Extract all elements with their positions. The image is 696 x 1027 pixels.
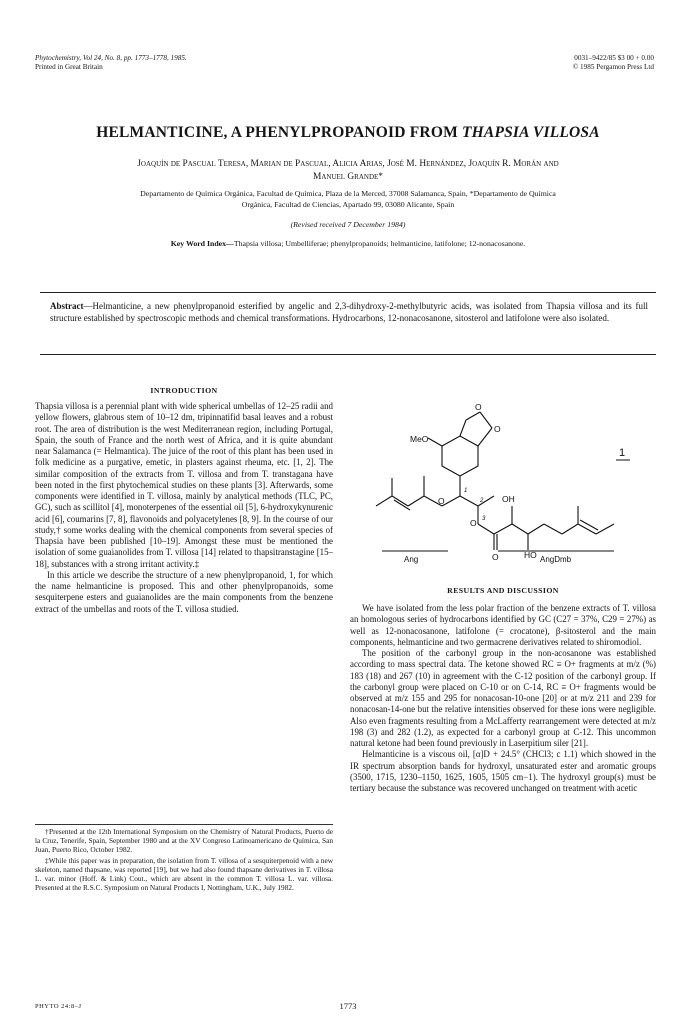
- abstract-text: —Helmanticine, a new phenylpropanoid esterified by angelic and 2,3-dihydroxy-2-methylbutyric acids, was isolated from Thapsia villosa and its full structure established by spectroscopic methods and chemical transformations. Hydrocarbons, 12-nonacosanone, sitosterol and latifolone were also isolated.: [50, 301, 648, 323]
- results-paragraph-1: We have isolated from the less polar fraction of the benzene extracts of T. villosa an homologous series of hydrocarbons identified by GC (C27 = 37%, C29 = 27%) as well as 12-nonacosanone, latifolone (= crocatone), β-sitosterol and the main components, helmanticine and two germacrene derivatives related to shiromodiol.: [350, 603, 656, 647]
- benzene-ring: [442, 436, 478, 476]
- article-title: [40, 124, 656, 142]
- footer-code: PHYTO 24:8–J: [35, 1003, 82, 1010]
- locant-2: 2: [480, 498, 484, 504]
- affiliation-line-1: Departamento de Química Orgánica, Facultad de Química, Plaza de la Merced, 37008 Salamanca, Spain, *Departamento de Química: [140, 189, 556, 198]
- results-body: [350, 603, 656, 794]
- abstract-label: Abstract: [50, 301, 84, 311]
- results-paragraph-3: Helmanticine is a viscous oil, [α]D + 24.5° (CHCl3; c 1.1) which showed in the IR spectrum absorption bands for hydroxyl, unsaturated ester and aromatic groups (3500, 1715, 1230–1150, 1625, 1605, 1505 cm−1). The hydroxyl group(s) must be tertiary because the substance was recovered unchanged on treatment with acetic: [350, 749, 656, 793]
- code-line: 0031–9422/85 $3 00 + 0.00: [574, 54, 654, 62]
- footnotes: [35, 827, 333, 893]
- keyword-label: Key Word Index—: [170, 239, 234, 248]
- ang-label: Ang: [404, 555, 419, 564]
- press-line: © 1985 Pergamon Press Ltd: [572, 63, 654, 71]
- ester-oxygen-label: O: [438, 496, 445, 506]
- introduction-body: [35, 401, 333, 615]
- affiliation-line-2: Orgánica, Facultad de Ciencias, Apartado 99, 03080 Alicante, Spain: [241, 199, 455, 209]
- left-column: [35, 386, 333, 615]
- carbonyl-oxygen-label: O: [492, 552, 499, 562]
- page-number: 1773: [339, 1001, 357, 1011]
- ring-oxygen-label-2: O: [494, 424, 501, 434]
- locant-1: 1: [464, 488, 468, 494]
- authors-line-1: Joaquín de Pascual Teresa, Marian de Pascual, Alicia Arias, José M. Hernández, Joaquín R. Morán and: [137, 159, 559, 169]
- introduction-paragraph-2: In this article we describe the structure of a new phenylpropanoid, 1, for which the name helmanticine is proposed. This and other phenylpropanoids, some sesquiterpene esters and guaianolides are the main components from the benzene extract of the umbellas and roots of the T. villosa studied.: [35, 569, 333, 614]
- oh-label: OH: [502, 494, 515, 504]
- helmanticine-structure: [352, 384, 662, 564]
- ester-oxygen-label-2: O: [470, 518, 477, 528]
- keyword-text: Thapsia villosa; Umbelliferae; phenylpropanoids; helmanticine, latifolone; 12-nonacosanone.: [233, 239, 526, 248]
- ho-label: HO: [524, 550, 537, 560]
- title-main: HELMANTICINE, A PHENYLPROPANOID FROM: [96, 124, 462, 141]
- author-list: [40, 158, 656, 184]
- journal-citation: [35, 54, 187, 72]
- abstract-bottom-rule: [40, 354, 656, 355]
- affiliation: [55, 189, 641, 210]
- ring-oxygen-label: O: [475, 402, 482, 412]
- revised-date: (Revised received 7 December 1984): [290, 220, 406, 229]
- footnote-1: †Presented at the 12th International Symposium on the Chemistry of Natural Products, Puerto de la Cruz, Tenerife, Spain, September 1980 and at the XV Congreso Latinoamericano de Química, San Juan, Puerto Rico, October 1982.: [35, 827, 333, 855]
- results-paragraph-2: The position of the carbonyl group in the non-acosanone was established according to mass spectral data. The ketone showed RC ≡ O+ fragments at m/z (%) 183 (18) and 267 (10) in agreement with the C-12 position of the carbonyl group. If the carbonyl group were placed on C-10 or on C-14, RC ≡ O+ fragments would be observed at m/z 155 and 295 for nonacosan-10-one [20] or at m/z 211 and 239 for nonacosan-14-one but the relative intensities observed for these ions were negligible. Also even fragments resulting from a McLafferty rearrangement were detected at m/z 198 (3) and 282 (1.2), as expected for a carbonyl group at C-12. This uncommon natural ketone had been found previously in Laserpitium siler [21].: [350, 648, 656, 748]
- compound-number: 1: [619, 447, 626, 459]
- printed-line: Printed in Great Britain: [35, 63, 103, 71]
- title-italic: THAPSIA VILLOSA: [461, 124, 600, 141]
- introduction-heading: INTRODUCTION: [150, 386, 218, 395]
- footnote-rule: [35, 824, 333, 825]
- introduction-paragraph-1: Thapsia villosa is a perennial plant with wide spherical umbellas of 12–25 radii and yellow flowers, glabrous stem of 10–12 dm, tripinnatifid basal leaves and a robust root. The area of distribution is the west Mediterranean region, including Portugal, Spain, the south of France and the north west of Africa, and it is quite abundant near Salamanca (= Helmantica). The juice of the root of this plant has been used in folk medicine as a purgative, emetic, in plasters against rheuma, etc. [1, 2]. The similar composition of the extracts from T. villosa and from T. transtagana have been noted in the first phytochemical studies on these plants [3]. Afterwards, some components were identified in T. villosa, mainly by analytical methods (TLC, PC, GC), such as scillitol [4], monoterpenes of the essential oil [5], 6-hydroxykynurenic acid [6], coumarins [7, 8], flavonoids and polyacetylenes [8, 9]. In the course of our study,† some works dealing with the chemical components from several species of Thapsia have been published [10–19]. Amongst these must be mentioned the isolation of some guaianolides from T. villosa [14] related to thapsitranstagine [15–18], substances with a strong irritant activity.‡: [35, 401, 333, 569]
- right-column: [350, 586, 656, 794]
- abstract: [50, 301, 648, 324]
- results-heading: RESULTS AND DISCUSSION: [447, 586, 559, 595]
- footnote-2: ‡While this paper was in preparation, the isolation from T. villosa of a sesquiterpenoid with a new skeleton, named thapsane, was reported [19], but we had also found thapsane derivatives in T. villosa L. var. minor (Hoff. & Link) Cout., which are absent in the common T. villosa L. var. villosa. Presented at the R.S.C. Symposium on Natural Products I, Nottingham, U.K., July 1982.: [35, 855, 333, 893]
- publisher-info: [573, 54, 654, 72]
- meo-label: MeO: [410, 434, 429, 444]
- journal-line: Phytochemistry, Vol 24, No. 8, pp. 1773–1778, 1985.: [35, 54, 187, 62]
- authors-line-2: Manuel Grande*: [313, 172, 383, 182]
- angdmb-label: AngDmb: [540, 555, 572, 564]
- locant-3: 3: [482, 516, 486, 522]
- keyword-index: [48, 239, 648, 248]
- abstract-top-rule: [40, 292, 656, 293]
